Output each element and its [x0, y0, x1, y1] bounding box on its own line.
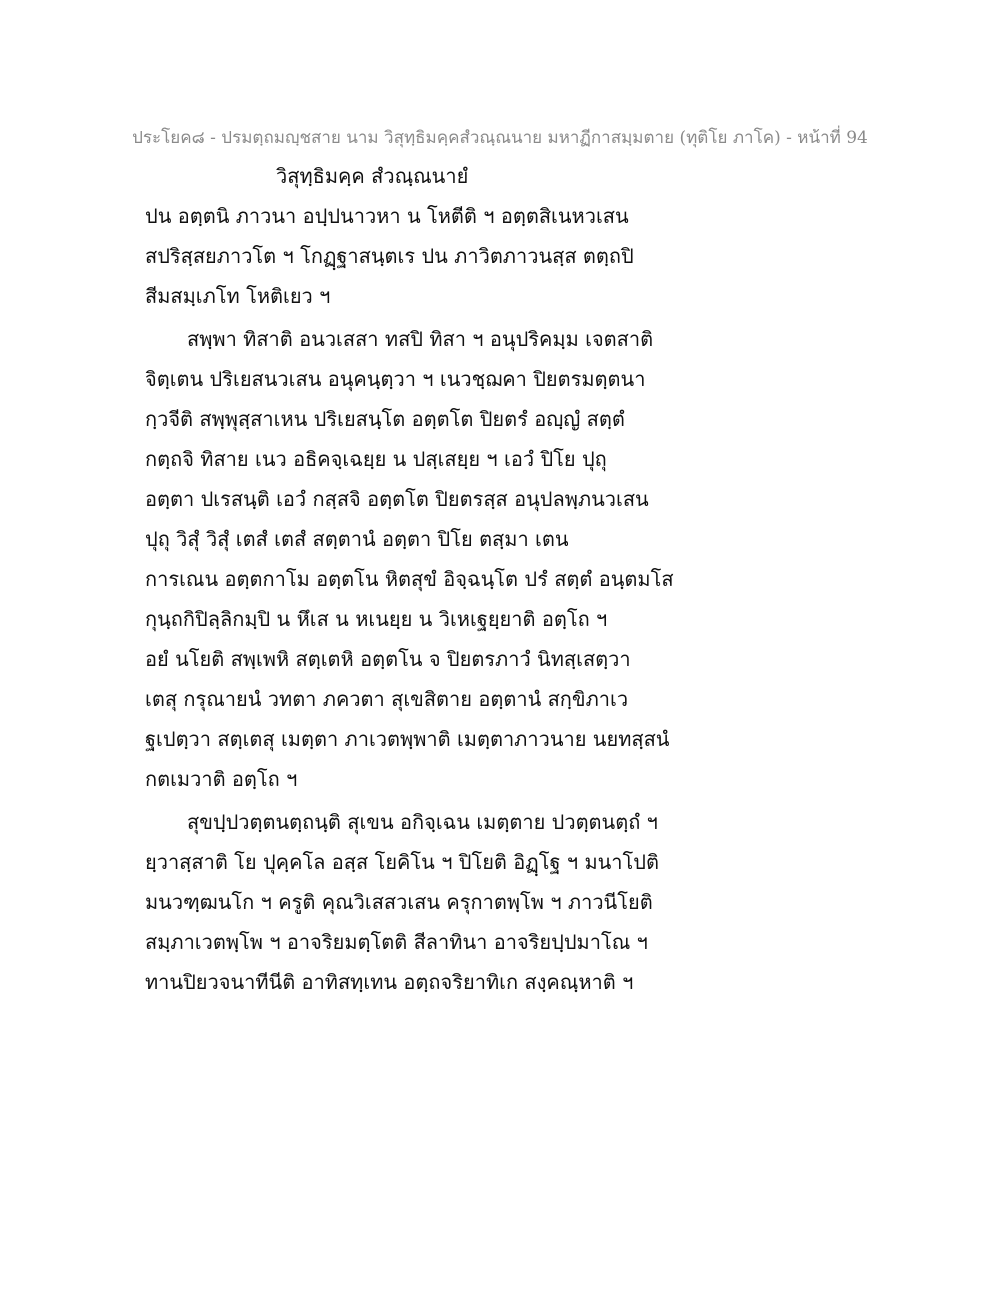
running-header: ประโยค๘ - ปรมตฺถมญฺชสาย นาม วิสุทฺธิมคฺคสํวณฺณนาย มหาฏีกาสมฺมตาย (ทุติโย ภาโค) - หน้าที่ 94 — [132, 128, 868, 148]
section-title: วิสุทฺธิมคฺค สํวณฺณนายํ — [276, 164, 469, 188]
text-line: การเณน อตฺตกาโม อตฺตโน หิตสุขํ อิจฺฉนฺโต ปรํ สตฺตํ อนฺตมโส — [145, 567, 674, 591]
text-line: สมฺภาเวตพฺโพ ฯ อาจริยมตฺโตติ สีลาทินา อาจริยปฺปมาโณ ฯ — [145, 930, 648, 954]
paragraph-2 — [145, 319, 705, 799]
text-line: กตเมวาติ อตฺโถ ฯ — [145, 767, 298, 791]
paragraph-1 — [145, 196, 705, 316]
text-line: อยํ นโยติ สพฺเพหิ สตฺเตหิ อตฺตโน จ ปิยตรภาวํ นิทสฺเสตฺวา — [145, 647, 631, 671]
text-line: ยฺวาสฺสาติ โย ปุคฺคโล อสฺส โยคิโน ฯ ปิโยติ อิฏฺโฐ ฯ มนาโปติ — [145, 850, 659, 874]
text-line: จิตฺเตน ปริเยสนวเสน อนุคนฺตฺวา ฯ เนวชฺฌคา ปิยตรมตฺตนา — [145, 367, 646, 391]
text-line: สปริสฺสยภาวโต ฯ โกฏฺฐาสนฺตเร ปน ภาวิตภาวนสฺส ตตฺถปิ — [145, 244, 634, 268]
text-line: กุนฺถกิปิลฺลิกมฺปิ น หึเส น หเนยฺย น วิเหเฐยฺยาติ อตฺโถ ฯ — [145, 607, 608, 631]
text-line: ปุถุ วิสุํ วิสุํ เตสํ เตสํ สตฺตานํ อตฺตา ปิโย ตสฺมา เตน — [145, 527, 569, 551]
text-line: มนวฑฺฒนโก ฯ ครูติ คุณวิเสสวเสน ครุกาตพฺโพ ฯ ภาวนีโยติ — [145, 890, 653, 914]
text-line: สุขปฺปวตฺตนตฺถนฺติ สุเขน อกิจฺเฉน เมตฺตาย ปวตฺตนตฺถํ ฯ — [187, 810, 658, 834]
text-line: สพฺพา ทิสาติ อนวเสสา ทสปิ ทิสา ฯ อนุปริคมฺม เจตสาติ — [187, 327, 654, 351]
text-line: กตฺถจิ ทิสาย เนว อธิคจฺเฉยฺย น ปสฺเสยฺย ฯ เอวํ ปิโย ปุถุ — [145, 447, 607, 471]
text-line: ทานปิยวจนาทีนีติ อาทิสทฺเทน อตฺถจริยาทิเก สงฺคณฺหาติ ฯ — [145, 970, 634, 994]
text-line: กฺวจีติ สพฺพุสฺสาเหน ปริเยสนฺโต อตฺตโต ปิยตรํ อญฺญํ สตฺตํ — [145, 407, 625, 431]
text-line: เตสุ กรุณายนํ วทตา ภควตา สุเขสิตาย อตฺตานํ สกฺขิภาเว — [145, 687, 629, 711]
text-line: อตฺตา ปเรสนฺติ เอวํ กสฺสจิ อตฺตโต ปิยตรสฺส อนุปลพฺภนวเสน — [145, 487, 649, 511]
body-text — [145, 196, 705, 1002]
text-line: สีมสมฺเภโท โหติเยว ฯ — [145, 284, 331, 308]
paragraph-3 — [145, 802, 705, 1002]
text-line: ปน อตฺตนิ ภาวนา อปฺปนาวหา น โหตีติ ฯ อตฺตสิเนหวเสน — [145, 204, 629, 228]
text-line: ฐเปตฺวา สตฺเตสุ เมตฺตา ภาเวตพฺพาติ เมตฺตาภาวนาย นยทสฺสนํ — [145, 727, 670, 751]
